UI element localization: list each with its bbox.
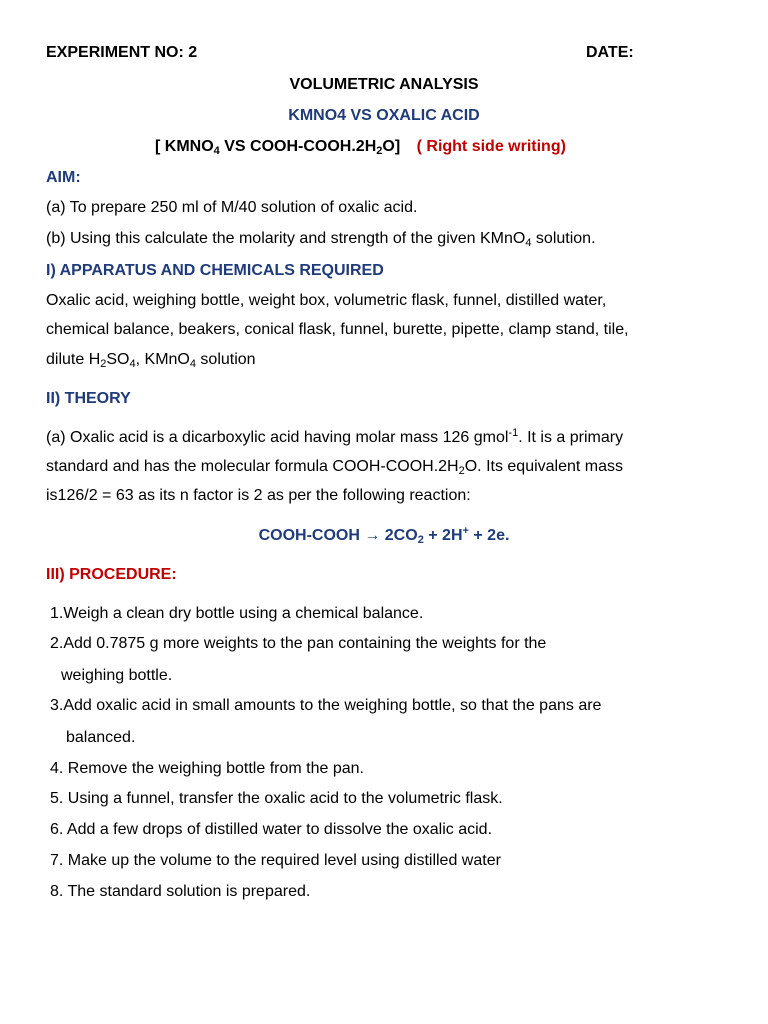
subscript: 2 [100,358,107,370]
apparatus-heading: I) APPARATUS AND CHEMICALS REQUIRED [46,262,384,279]
subscript: 2 [417,534,424,546]
apparatus-text: solution [195,351,256,368]
apparatus-text: dilute H [46,351,101,368]
equation-text: + 2e. [468,527,510,544]
theory-heading: II) THEORY [46,390,131,407]
procedure-step: 5. Using a funnel, transfer the oxalic acid to the volumetric flask. [50,790,503,807]
theory-text: standard and has the molecular formula COOH-COOH.2H [46,458,459,475]
apparatus-text: SO [106,351,130,368]
formula-subscript: 4 [213,145,220,157]
formula-part: [ KMNO [155,138,214,155]
procedure-step-continued: weighing bottle. [61,667,173,684]
theory-line: is126/2 = 63 as its n factor is 2 as per the following reaction: [46,487,471,504]
procedure-step: 4. Remove the weighing bottle from the pan. [50,760,364,777]
procedure-heading: III) PROCEDURE: [46,566,177,583]
reaction-equation [0,526,768,546]
aim-item-b [46,229,596,249]
superscript: -1 [508,427,519,439]
date-label: DATE: [586,44,634,61]
equation-text: + 2H [423,527,463,544]
apparatus-text: , KMnO [135,351,190,368]
apparatus-line: chemical balance, beakers, conical flask, funnel, burette, pipette, clamp stand, tile, [46,321,629,338]
subscript: 4 [525,237,532,249]
subscript: 2 [458,465,465,477]
aim-item-a: (a) To prepare 250 ml of M/40 solution of oxalic acid. [46,199,418,216]
aim-text: (b) Using this calculate the molarity and strength of the given KMnO [46,230,526,247]
procedure-step: 8. The standard solution is prepared. [50,883,311,900]
writing-note: ( Right side writing) [416,138,566,155]
formula-part: VS COOH-COOH.2H [219,138,377,155]
apparatus-line [46,350,256,370]
theory-text: O. Its equivalent mass [464,458,624,475]
page-subtitle: KMNO4 VS OXALIC ACID [288,107,480,124]
theory-line [46,428,623,448]
theory-text: (a) Oxalic acid is a dicarboxylic acid having molar mass 126 gmol [46,429,509,446]
procedure-step-continued: balanced. [66,729,136,746]
subscript: 4 [189,358,196,370]
apparatus-line: Oxalic acid, weighing bottle, weight box, volumetric flask, funnel, distilled water, [46,292,607,309]
procedure-step: 1.Weigh a clean dry bottle using a chemical balance. [50,605,424,622]
theory-text: . It is a primary [518,429,624,446]
formula-subscript: 2 [376,145,383,157]
procedure-step: 2.Add 0.7875 g more weights to the pan containing the weights for the [50,635,547,652]
superscript: + [462,525,469,537]
procedure-step: 3.Add oxalic acid in small amounts to the weighing bottle, so that the pans are [50,697,602,714]
experiment-number: EXPERIMENT NO: 2 [46,44,198,61]
equation-text: COOH-COOH → 2CO [258,527,418,544]
aim-heading: AIM: [46,169,81,186]
formula-title [155,137,566,157]
theory-line [46,457,623,477]
procedure-step: 7. Make up the volume to the required level using distilled water [50,852,501,869]
procedure-step: 6. Add a few drops of distilled water to dissolve the oxalic acid. [50,821,493,838]
page-title: VOLUMETRIC ANALYSIS [289,76,479,93]
formula-part: O] [382,138,401,155]
aim-text: solution. [531,230,596,247]
subscript: 4 [129,358,136,370]
